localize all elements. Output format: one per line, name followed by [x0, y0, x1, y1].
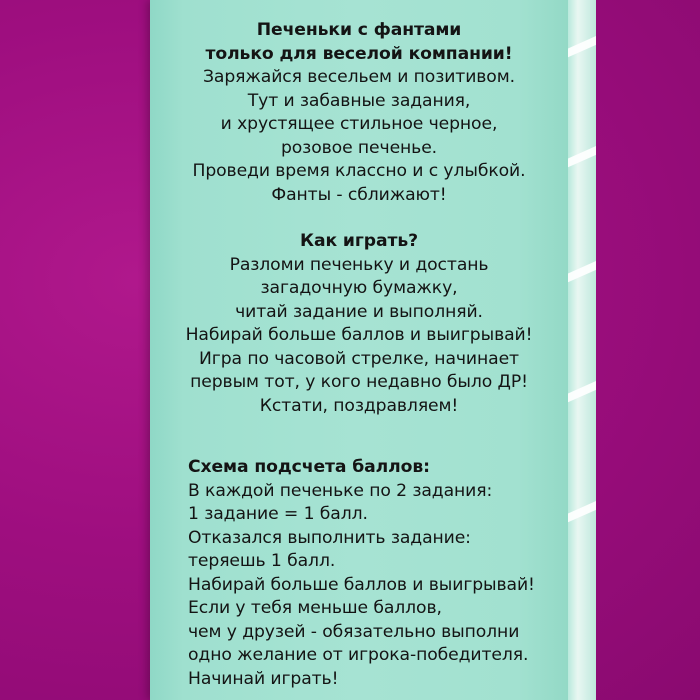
scoring-section [188, 456, 568, 691]
scoring-line: Набирай больше баллов и выигрывай! [188, 574, 535, 595]
howto-line: первым тот, у кого недавно было ДР! [190, 372, 528, 392]
side-stripe [568, 249, 596, 289]
scoring-heading: Схема подсчета баллов: [188, 457, 430, 477]
intro-line: Проведи время классно и с улыбкой. [192, 161, 526, 181]
howto-line: Разломи печеньку и достань [229, 254, 489, 275]
howto-line: Набирай больше баллов и выигрывай! [185, 325, 533, 345]
scoring-line: Отказался выполнить задание: [188, 527, 471, 548]
intro-line: Тут и забавные задания, [247, 90, 471, 111]
intro-line: Фанты - сближают! [271, 184, 447, 205]
intro-line: розовое печенье. [280, 137, 438, 158]
scoring-line: В каждой печеньке по 2 задания: [188, 480, 493, 501]
side-stripe [568, 134, 596, 174]
scoring-line: Если у тебя меньше баллов, [188, 598, 442, 618]
scoring-line: теряешь 1 балл. [188, 551, 336, 571]
package-side-edge [568, 0, 596, 700]
howto-line: читай задание и выполняй. [235, 301, 483, 322]
side-stripe [568, 369, 596, 409]
intro-heading-line: Печеньки с фантами [256, 20, 462, 40]
howto-heading: Как играть? [300, 231, 418, 251]
howto-section [150, 230, 568, 418]
howto-line: загадочную бумажку, [260, 278, 458, 298]
side-stripe [568, 489, 596, 529]
scoring-line: одно желание от игрока-победителя. [188, 645, 529, 665]
howto-line: Кстати, поздравляем! [259, 395, 459, 416]
side-stripe [568, 24, 596, 64]
intro-line: и хрустящее стильное черное, [220, 114, 498, 134]
scoring-line: Начинай играть! [188, 668, 339, 689]
intro-section [150, 19, 568, 207]
intro-line: Заряжайся весельем и позитивом. [203, 67, 515, 87]
intro-heading-line: только для веселой компании! [205, 43, 513, 64]
scoring-line: 1 задание = 1 балл. [188, 504, 368, 524]
howto-line: Игра по часовой стрелке, начинает [199, 348, 519, 369]
scoring-line: чем у друзей - обязательно выполни [188, 621, 520, 642]
